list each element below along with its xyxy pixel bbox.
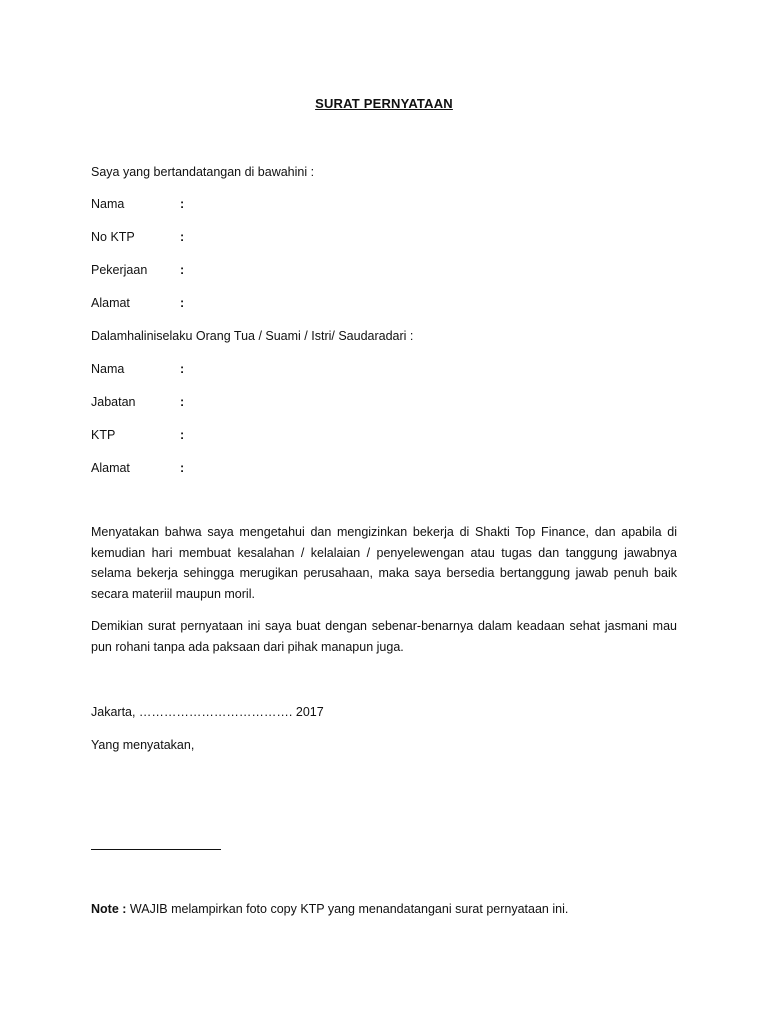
field-label-nama: Nama <box>91 197 125 211</box>
field-label-ktp: KTP <box>91 428 116 442</box>
signature-line <box>91 849 221 850</box>
field-colon: : <box>180 296 185 310</box>
field-colon: : <box>180 263 185 277</box>
field-colon: : <box>180 461 185 475</box>
field-label-nama-2: Nama <box>91 362 125 376</box>
place-date: Jakarta, ………………………………. 2017 <box>91 705 324 719</box>
closing-paragraph: Demikian surat pernyataan ini saya buat dengan sebenar-benarnya dalam keadaan sehat jasmani mau pun rohani tanpa ada paksaan dari pihak manapun juga. <box>91 619 677 654</box>
field-colon: : <box>180 230 185 244</box>
section2-intro: Dalamhaliniselaku Orang Tua / Suami / Istri/ Saudaradari : <box>91 329 414 343</box>
note <box>91 902 568 916</box>
note-label: Note : <box>91 902 127 916</box>
field-colon: : <box>180 197 185 211</box>
page-title: SURAT PERNYATAAN <box>315 96 453 111</box>
field-colon: : <box>180 362 185 376</box>
note-text: WAJIB melampirkan foto copy KTP yang menandatangani surat pernyataan ini. <box>126 902 569 916</box>
field-colon: : <box>180 395 185 409</box>
intro-text: Saya yang bertandatangan di bawahini : <box>91 165 315 179</box>
field-label-alamat: Alamat <box>91 296 130 310</box>
field-label-jabatan: Jabatan <box>91 395 136 409</box>
signer-label: Yang menyatakan, <box>91 738 195 752</box>
field-label-pekerjaan: Pekerjaan <box>91 263 148 277</box>
statement-paragraph: Menyatakan bahwa saya mengetahui dan mengizinkan bekerja di Shakti Top Finance, dan apabila di kemudian hari membuat kesalahan / kelalaian / penyelewengan atau tugas dan tanggung jawabnya selama bekerja sehingga merugikan perusahaan, maka saya bersedia bertanggung jawab penuh baik secara materiil maupun moril. <box>91 525 677 601</box>
field-label-no-ktp: No KTP <box>91 230 135 244</box>
field-colon: : <box>180 428 185 442</box>
field-label-alamat-2: Alamat <box>91 461 130 475</box>
